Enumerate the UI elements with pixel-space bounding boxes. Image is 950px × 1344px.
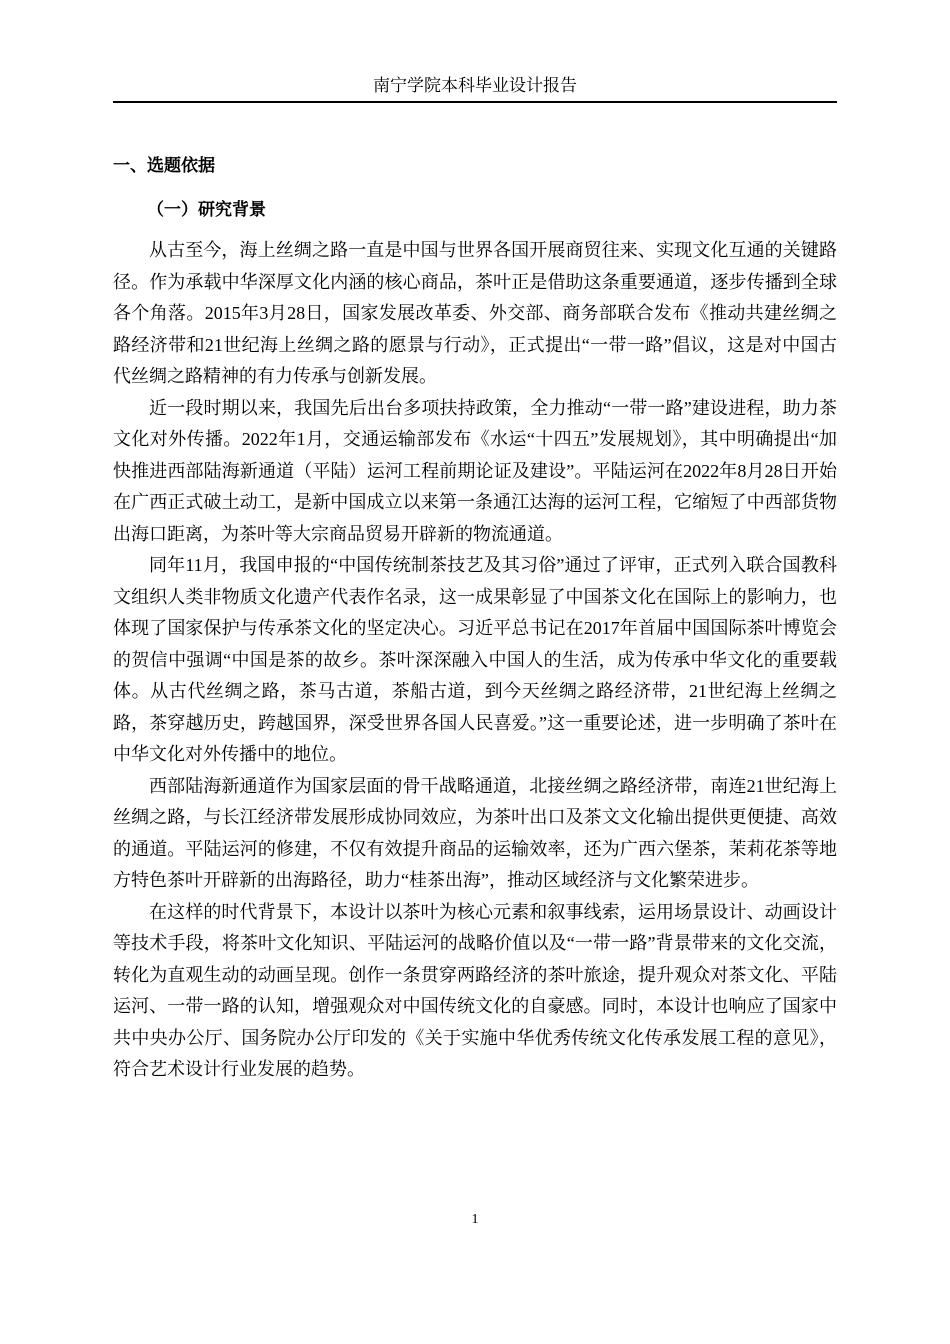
body-paragraph-2: 近一段时期以来，我国先后出台多项扶持政策，全力推动“一带一路”建设进程，助力茶文化对外传播。2022年1月，交通运输部发布《水运“十四五”发展规划》，其中明确提出“加快推进西部陆海新通道（平陆）运河工程前期论证及建设”。平陆运河在2022年8月28日开始在广西正式破土动工，是新中国成立以来第一条通江达海的运河工程，它缩短了中西部货物出海口距离，为茶叶等大宗商品贸易开辟新的物流通道。 xyxy=(113,397,837,544)
section-subheading: （一）研究背景 xyxy=(147,200,266,220)
page-header-title: 南宁学院本科毕业设计报告 xyxy=(373,76,577,95)
body-paragraph-3: 同年11月，我国申报的“中国传统制茶技艺及其习俗”通过了评审，正式列入联合国教科文组织人类非物质文化遗产代表作名录，这一成果彰显了中国茶文化在国际上的影响力，也体现了国家保护与传承茶文化的坚定决心。习近平总书记在2017年首届中国国际茶叶博览会的贺信中强调“中国是茶的故乡。茶叶深深融入中国人的生活，成为传承中华文化的重要载体。从古代丝绸之路，茶马古道，茶船古道，到今天丝绸之路经济带，21世纪海上丝绸之路，茶穿越历史，跨越国界，深受世界各国人民喜爱。”这一重要论述，进一步明确了茶叶在中华文化对外传播中的地位。 xyxy=(113,555,837,764)
section-heading: 一、选题依据 xyxy=(113,156,215,176)
document-body xyxy=(113,149,837,1086)
body-paragraph-4: 西部陆海新通道作为国家层面的骨干战略通道，北接丝绸之路经济带，南连21世纪海上丝绸之路，与长江经济带发展形成协同效应，为茶叶出口及茶文文化输出提供更便捷、高效的通道。平陆运河的修建，不仅有效提升商品的运输效率，还为广西六堡茶，茉莉花茶等地方特色茶叶开辟新的出海路径，助力“桂茶出海”，推动区域经济与文化繁荣进步。 xyxy=(113,775,837,890)
body-paragraph-1: 从古至今，海上丝绸之路一直是中国与世界各国开展商贸往来、实现文化互通的关键路径。作为承载中华深厚文化内涵的核心商品，茶叶正是借助这条重要通道，逐步传播到全球各个角落。2015年3月28日，国家发展改革委、外交部、商务部联合发布《推动共建丝绸之路经济带和21世纪海上丝绸之路的愿景与行动》，正式提出“一带一路”倡议，这是对中国古代丝绸之路精神的有力传承与创新发展。 xyxy=(113,240,837,386)
page-number: 1 xyxy=(471,1212,479,1227)
header-divider xyxy=(113,101,837,103)
body-paragraph-5: 在这样的时代背景下，本设计以茶叶为核心元素和叙事线索，运用场景设计、动画设计等技术手段，将茶叶文化知识、平陆运河的战略价值以及“一带一路”背景带来的文化交流，转化为直观生动的动画呈现。创作一条贯穿两路经济的茶叶旅途，提升观众对茶文化、平陆运河、一带一路的认知，增强观众对中国传统文化的自豪感。同时，本设计也响应了国家中共中央办公厅、国务院办公厅印发的《关于实施中华优秀传统文化传承发展工程的意见》，符合艺术设计行业发展的趋势。 xyxy=(113,901,837,1079)
